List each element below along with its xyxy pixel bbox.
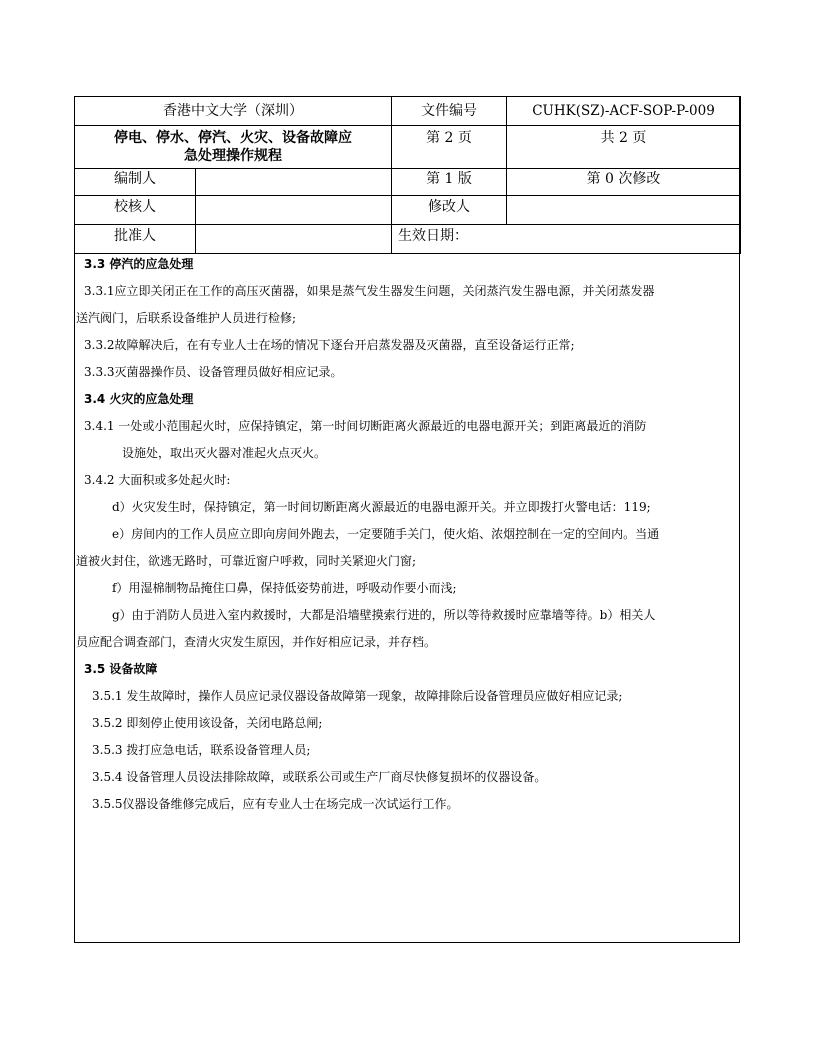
section-3-3-1-line-2: 送汽阀门，后联系设备维护人员进行检修; <box>76 311 297 325</box>
section-3-5-2: 3.5.2 即刻停止使用该设备，关闭电路总闸; <box>92 716 323 730</box>
modifier-label: 修改人 <box>392 196 507 225</box>
approver-value <box>196 225 392 254</box>
document-title <box>75 126 392 169</box>
section-3-5-5: 3.5.5仪器设备维修完成后，应有专业人士在场完成一次试运行工作。 <box>92 797 459 811</box>
title-line-2: 急处理操作规程 <box>184 148 282 164</box>
section-3-5-3: 3.5.3 拨打应急电话，联系设备管理人员; <box>92 743 311 757</box>
total-pages: 共 2 页 <box>507 126 741 169</box>
university-name: 香港中文大学（深圳） <box>75 97 392 126</box>
effective-date-label: 生效日期： <box>392 225 741 254</box>
header-table <box>74 96 741 254</box>
page-number: 第 2 页 <box>392 126 507 169</box>
section-3-4-1-line-1: 3.4.1 一处或小范围起火时，应保持镇定，第一时间切断距离火源最近的电器电源开关；到距离最近的消防 <box>84 419 647 433</box>
section-3-4-2: 3.4.2 大面积或多处起火时: <box>84 473 231 487</box>
item-f: f）用湿棉制物品掩住口鼻，保持低姿势前进，呼吸动作要小而浅; <box>112 581 457 595</box>
doc-no-label: 文件编号 <box>392 97 507 126</box>
section-3-3-1-line-1: 3.3.1应立即关闭正在工作的高压灭菌器，如果是蒸气发生器发生问题，关闭蒸汽发生器电源，并关闭蒸发器 <box>84 284 655 298</box>
item-e-line-1: e）房间内的工作人员应立即向房间外跑去，一定要随手关门，使火焰、浓烟控制在一定的空间内。当通 <box>112 527 660 541</box>
section-3-4-1-line-2: 设施处，取出灭火器对准起火点灭火。 <box>122 446 327 460</box>
title-line-1: 停电、停水、停汽、火灾、设备故障应 <box>114 130 352 146</box>
author-value <box>196 169 392 196</box>
section-3-3-title: 3.3 停汽的应急处理 <box>84 257 194 271</box>
doc-no: CUHK(SZ)-ACF-SOP-P-009 <box>507 97 741 126</box>
reviewer-label: 校核人 <box>75 196 196 225</box>
approver-label: 批准人 <box>75 225 196 254</box>
section-3-5-1: 3.5.1 发生故障时，操作人员应记录仪器设备故障第一现象，故障排除后设备管理员应做好相应记录; <box>92 689 623 703</box>
edition: 第 1 版 <box>392 169 507 196</box>
modifier-value <box>507 196 741 225</box>
item-e-line-2: 道被火封住，欲逃无路时，可靠近窗户呼救，同时关紧迎火门窗; <box>76 554 417 568</box>
section-3-5-title: 3.5 设备故障 <box>84 662 158 676</box>
item-g-line-1: g）由于消防人员进入室内救援时，大都是沿墙壁摸索行进的，所以等待救援时应靠墙等待。b）相关人 <box>112 608 656 622</box>
document-frame <box>74 96 740 943</box>
section-3-3-3: 3.3.3灭菌器操作员、设备管理员做好相应记录。 <box>84 365 343 379</box>
author-label: 编制人 <box>75 169 196 196</box>
revision: 第 0 次修改 <box>507 169 741 196</box>
section-3-5-4: 3.5.4 设备管理人员设法排除故障，或联系公司或生产厂商尽快修复损坏的仪器设备。 <box>92 770 547 784</box>
section-3-3-2: 3.3.2故障解决后，在有专业人士在场的情况下逐台开启蒸发器及灭菌器，直至设备运行正常; <box>84 338 575 352</box>
item-d: d）火灾发生时，保持镇定，第一时间切断距离火源最近的电器电源开关。并立即拨打火警电话：119; <box>112 500 651 514</box>
section-3-4-title: 3.4 火灾的应急处理 <box>84 392 194 406</box>
item-g-line-2: 员应配合调查部门，查清火灾发生原因，并作好相应记录，并存档。 <box>76 635 437 649</box>
reviewer-value <box>196 196 392 225</box>
